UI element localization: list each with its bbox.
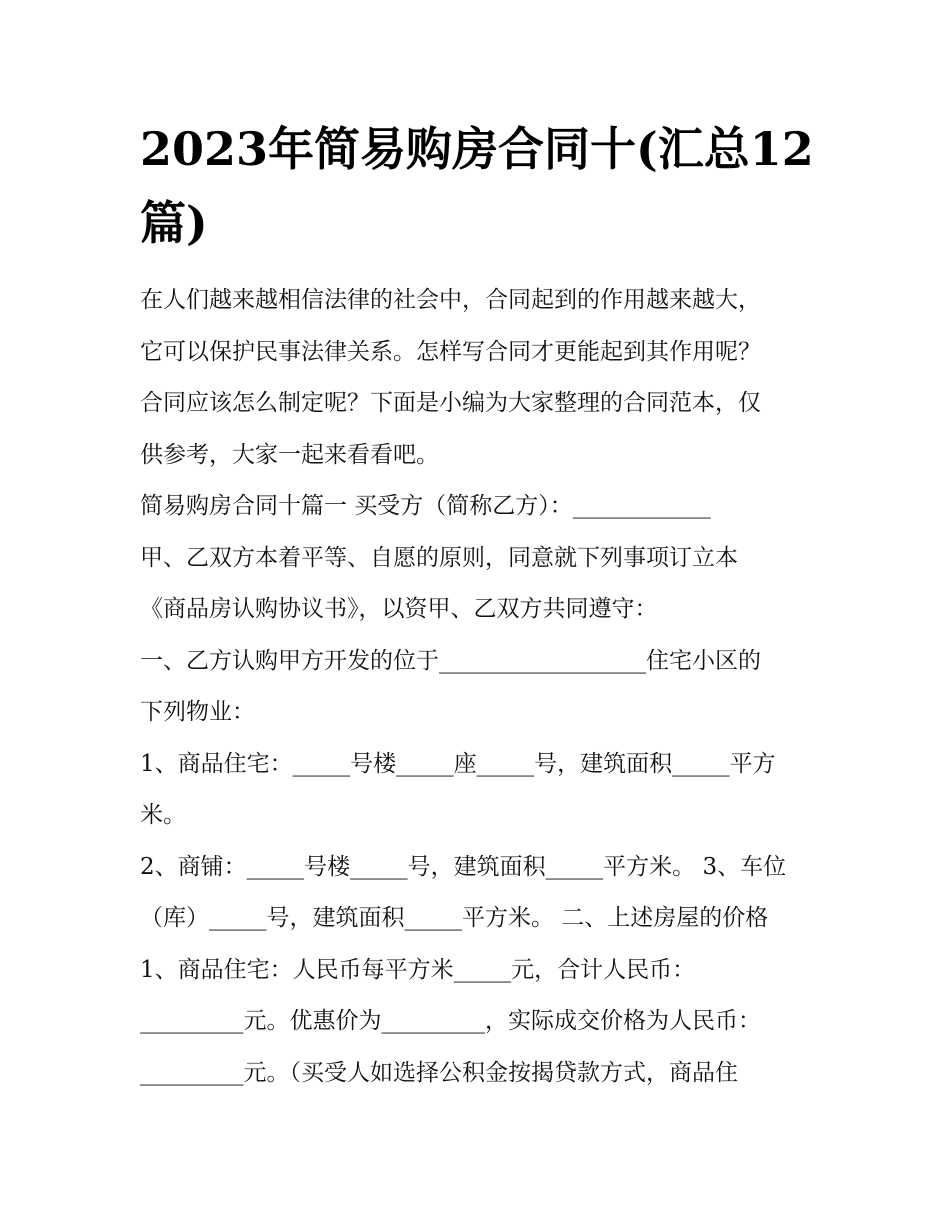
body-line: 在人们越来越相信法律的社会中，合同起到的作用越来越大， — [140, 287, 761, 313]
body-line: 一、乙方认购甲方开发的位于__________________住宅小区的 — [140, 647, 761, 674]
body-line: （库）_____号，建筑面积_____平方米。 二、上述房屋的价格 — [140, 905, 769, 931]
document-body — [140, 275, 820, 1099]
document-title: 2023年简易购房合同十(汇总12篇) — [140, 122, 814, 250]
body-line: 供参考，大家一起来看看吧。 — [140, 441, 439, 468]
body-line: 1、商品住宅：_____号楼_____座_____号，建筑面积_____平方 — [140, 750, 776, 777]
body-line: _________元。优惠价为_________，实际成交价格为人民币： — [140, 1008, 761, 1034]
body-line: 甲、乙双方本着平等、自愿的原则，同意就下列事项订立本 — [140, 544, 738, 571]
body-line: 米。 — [140, 802, 186, 828]
body-line: 《商品房认购协议书》，以资甲、乙双方共同遵守： — [140, 596, 658, 622]
body-line: 2、商铺：_____号楼_____号，建筑面积_____平方米。 3、车位 — [140, 853, 787, 880]
body-line: 下列物业： — [140, 699, 255, 725]
body-line: _________元。（买受人如选择公积金按揭贷款方式，商品住 — [140, 1059, 738, 1086]
body-line: 合同应该怎么制定呢？下面是小编为大家整理的合同范本，仅 — [140, 390, 761, 416]
body-line: 1、商品住宅：人民币每平方米_____元，合计人民币： — [140, 956, 696, 983]
body-line: 简易购房合同十篇一 买受方（简称乙方）：____________ — [140, 493, 711, 519]
body-line: 它可以保护民事法律关系。怎样写合同才更能起到其作用呢？ — [140, 338, 761, 365]
